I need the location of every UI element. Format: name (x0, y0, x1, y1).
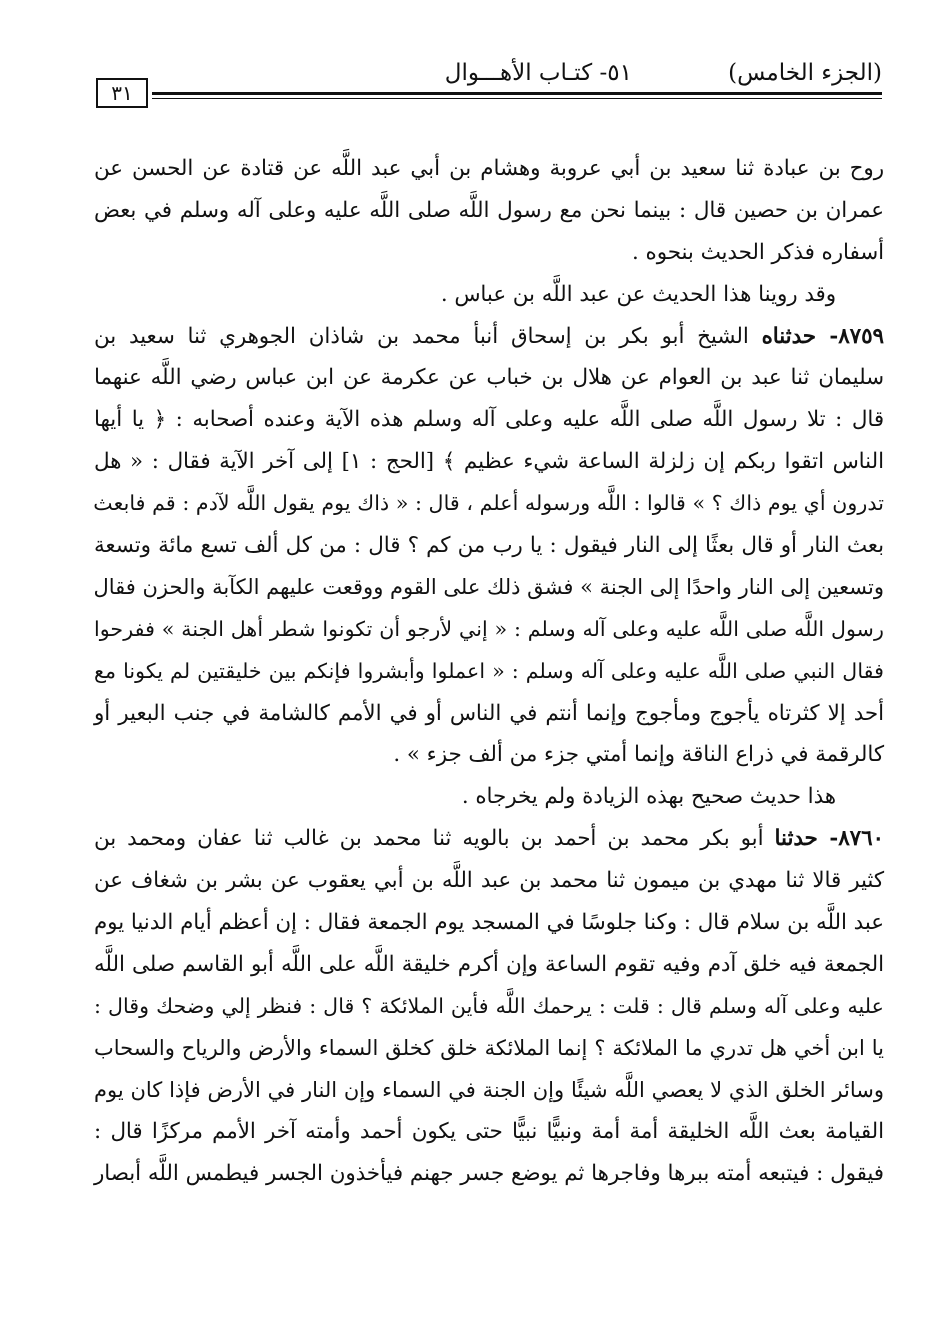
line-text: وقد روينا هذا الحديث عن عبد اللَّه بن عباس . (440, 281, 836, 307)
text-line (94, 776, 884, 818)
text-line (94, 651, 884, 693)
line-text: فيقول : فيتبعه أمته ببرها وفاجرها ثم يوضع جسر جهنم فيأخذون الجسر فيطمس اللَّه أبصار (94, 1161, 884, 1187)
text-line (94, 357, 884, 399)
body-text (94, 148, 884, 1195)
text-line (94, 441, 884, 483)
text-line (94, 316, 884, 358)
line-text: هذا حديث صحيح بهذه الزيادة ولم يخرجاه . (461, 784, 836, 810)
line-text: أسفاره فذكر الحديث بنحوه . (632, 239, 884, 265)
hadith-number: ٨٧٦٠- حدثنا (774, 826, 884, 852)
line-text: الجمعة فيه خلق آدم وفيه تقوم الساعة وإن أكرم خليقة اللَّه على اللَّه أبو القاسم صلى اللَّه (94, 951, 884, 977)
text-line (94, 609, 884, 651)
header-rule-thick (152, 92, 882, 95)
line-text: سليمان ثنا عبد بن العوام عن هلال بن خباب عن عكرمة عن ابن عباس رضي اللَّه عنهما (94, 365, 884, 391)
text-line (94, 986, 884, 1028)
text-line (94, 148, 884, 190)
text-line (94, 483, 884, 525)
text-line (94, 860, 884, 902)
header-rule-thin (152, 98, 882, 99)
text-line (94, 525, 884, 567)
line-text: كثير قالا ثنا مهدي بن ميمون ثنا محمد بن عبد اللَّه بن أبي يعقوب عن بشر بن شغاف عن (94, 868, 884, 894)
line-text: قال : تلا رسول اللَّه صلى اللَّه عليه وعلى آله وسلم هذه الآية وعنده أصحابه : ﴿ يا أيها (94, 407, 884, 433)
text-line (94, 1111, 884, 1153)
text-line (94, 902, 884, 944)
line-text: أحد إلا كثرتاه يأجوج ومأجوج وإنما أنتم في الناس أو في الأمم كالشامة في جنب البعير أو (94, 700, 884, 726)
text-line (94, 818, 884, 860)
line-text: عليه وعلى آله وسلم قال : قلت : يرحمك اللَّه فأين الملائكة ؟ قال : فنظر إلي وضحك وقال : (94, 993, 884, 1018)
line-text: روح بن عبادة ثنا سعيد بن أبي عروبة وهشام بن أبي عبد اللَّه عن قتادة عن الحسن عن (94, 156, 884, 181)
text-line (94, 1153, 884, 1195)
text-line (94, 190, 884, 232)
line-text: فقال النبي صلى اللَّه عليه وعلى آله وسلم : « اعملوا وأبشروا فإنكم بين خليقتين لم يكونا مع (94, 658, 884, 683)
line-text: رسول اللَّه صلى اللَّه عليه وعلى آله وسلم : « إني لأرجو أن تكونوا شطر أهل الجنة » ففرحوا (94, 616, 884, 641)
text-line (94, 734, 884, 776)
line-text: الشيخ أبو بكر بن إسحاق أنبأ محمد بن شاذان الجوهري ثنا سعيد بن (94, 323, 762, 349)
text-line (94, 1028, 884, 1070)
page-header (96, 58, 882, 104)
text-line (94, 693, 884, 735)
line-text: وسائر الخلق الذي لا يعصي اللَّه شيئًا وإن الجنة في السماء وإن النار في الأرض فإذا كان يوم (94, 1077, 884, 1102)
text-line (94, 567, 884, 609)
line-text: عمران بن حصين قال : بينما نحن مع رسول اللَّه صلى اللَّه عليه وعلى آله وسلم في بعض (94, 197, 884, 223)
line-text: بعث النار أو قال بعثًا إلى النار فيقول : يا رب من كم ؟ قال : من كل ألف تسع مائة وتسعة (94, 533, 884, 559)
text-line (94, 232, 884, 274)
text-line (94, 274, 884, 316)
chapter-title: ٥١- كتـاب الأهـــوال (444, 60, 632, 86)
hadith-number: ٨٧٥٩- حدثناه (761, 323, 884, 349)
text-line (94, 1070, 884, 1112)
line-text: أبو بكر محمد بن أحمد بن بالويه ثنا محمد بن غالب ثنا عفان ومحمد بن (94, 826, 775, 852)
line-text: وتسعين إلى النار واحدًا إلى الجنة » فشق ذلك على القوم ووقعت عليهم الكآبة والحزن فقال (93, 574, 884, 599)
line-text: يا ابن أخي هل تدري ما الملائكة ؟ إنما الملائكة خلق كخلق السماء والأرض والرياح والسحاب (94, 1035, 884, 1060)
text-line (94, 944, 884, 986)
line-text: الناس اتقوا ربكم إن زلزلة الساعة شيء عظيم ﴾ [الحج : ١] إلى آخر الآية فقال : « هل (94, 449, 884, 475)
part-title: (الجزء الخامس) (728, 60, 882, 86)
line-text: تدرون أي يوم ذاك ؟ » قالوا : اللَّه ورسوله أعلم ، قال : « ذاك يوم يقول اللَّه لآدم : قم فابعث (93, 491, 884, 516)
line-text: كالرقمة في ذراع الناقة وإنما أمتي جزء من ألف جزء » . (393, 742, 884, 768)
line-text: القيامة بعث اللَّه الخليقة أمة أمة ونبيًّا نبيًّا حتى يكون أحمد وأمته آخر الأمم مركزًا قال : (94, 1119, 884, 1145)
line-text: عبد اللَّه بن سلام قال : وكنا جلوسًا في المسجد يوم الجمعة فقال : إن أعظم أيام الدنيا يوم (94, 910, 884, 936)
text-line (94, 399, 884, 441)
page-number: ٣١ (96, 78, 148, 108)
